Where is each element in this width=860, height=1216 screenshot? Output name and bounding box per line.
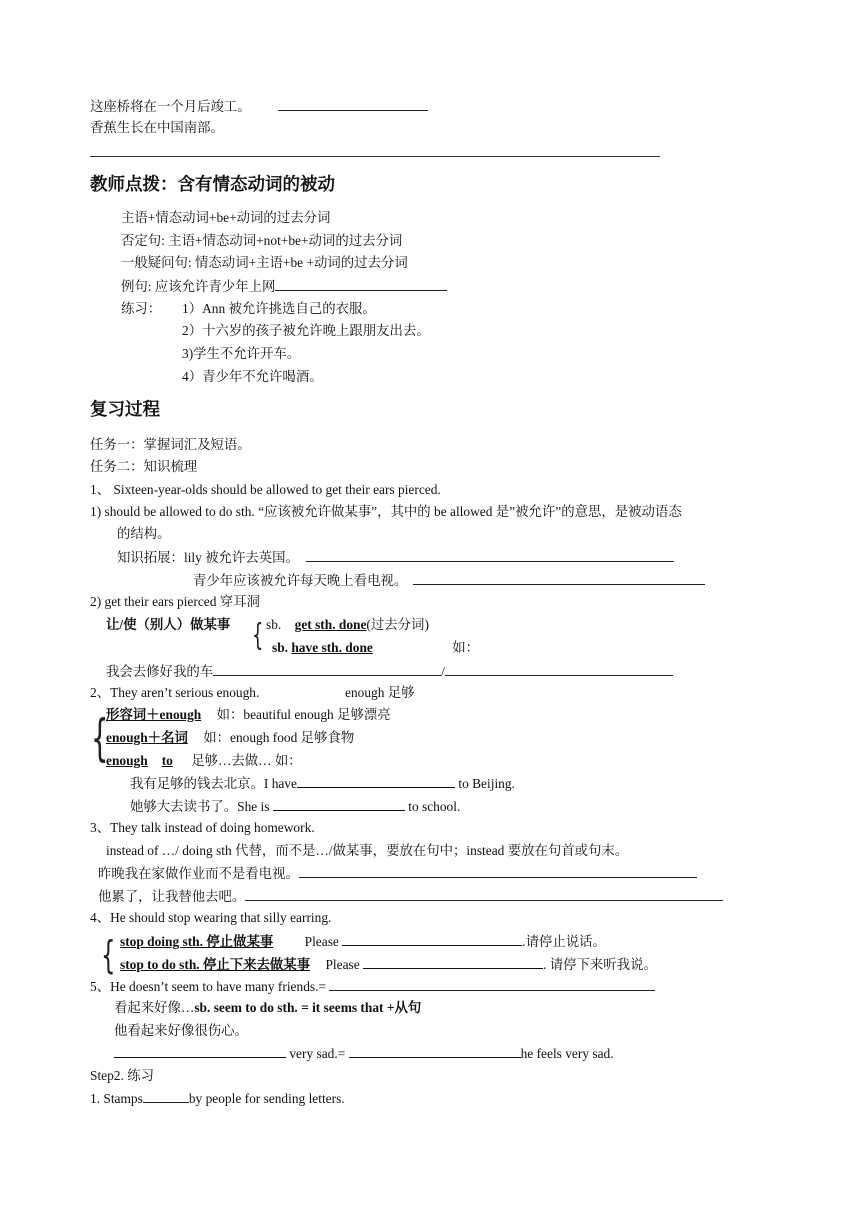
stop-doing-translation: .请停止说话。 — [522, 934, 606, 949]
old-sentence — [130, 797, 460, 816]
enough-noun-rule: enough＋名词 — [106, 730, 188, 745]
stop-to-line — [120, 955, 657, 974]
answer-blank[interactable] — [445, 662, 673, 676]
get-sth-done: get sth. done — [294, 617, 367, 632]
exercise-label: 练习： — [121, 301, 162, 316]
exercise-1: 1）Ann 被允许挑选自己的衣服。 — [182, 301, 376, 316]
answer-blank[interactable] — [275, 277, 447, 291]
noun-example: 如：enough food 足够食物 — [203, 730, 355, 745]
extension-text: 青少年应该被允许每天晚上看电视。 — [193, 573, 408, 588]
sentence-bridge — [90, 97, 428, 116]
please-text: Please — [325, 957, 360, 972]
money-sentence — [130, 774, 515, 793]
rule-question: 一般疑问句: 情态动词+主语+be +动词的过去分词 — [121, 255, 408, 270]
answer-blank[interactable] — [306, 548, 674, 562]
answer-blank[interactable] — [342, 932, 522, 946]
money-text: 我有足够的钱去北京。I have — [130, 776, 297, 791]
seem-rule: sb. seem to do sth. = it seems that +从句 — [194, 1000, 422, 1015]
point-1b: 2) get their ears pierced 穿耳洞 — [90, 594, 260, 609]
car-text: 我会去修好我的车 — [106, 664, 214, 679]
money-text-end: to Beijing. — [458, 776, 515, 791]
seem-text: 看起来好像… — [114, 1000, 195, 1015]
rule-affirmative: 主语+情态动词+be+动词的过去分词 — [121, 210, 331, 225]
answer-blank[interactable] — [297, 774, 455, 788]
have-sth-done: have sth. done — [291, 640, 373, 655]
answer-blank[interactable] — [278, 97, 428, 111]
answer-blank[interactable] — [329, 977, 655, 991]
instead-example-1 — [98, 864, 697, 883]
answer-blank[interactable] — [349, 1044, 521, 1058]
brace-icon: { — [91, 709, 109, 767]
example-sentence — [121, 277, 447, 296]
instead-rule: instead of …/ doing sth 代替，而不是…/做某事，要放在句中；instead 要放在句首或句末。 — [106, 843, 629, 858]
task-1: 任务一：掌握词汇及短语。 — [90, 437, 251, 452]
please-text: Please — [304, 934, 339, 949]
enough-adj-line — [106, 706, 391, 724]
seem-rule-line — [114, 999, 421, 1017]
section-title-teacher: 教师点拨：含有情态动词的被动 — [90, 175, 335, 195]
to-example: 足够…去做… 如： — [191, 753, 302, 768]
answer-blank[interactable] — [413, 571, 705, 585]
stop-doing-rule: stop doing sth. 停止做某事 — [120, 934, 274, 949]
answer-blank[interactable] — [363, 955, 543, 969]
instead-text: 昨晚我在家做作业而不是看电视。 — [98, 866, 299, 881]
point-3: 3、They talk instead of doing homework. — [90, 820, 315, 835]
exercise-3: 3)学生不允许开车。 — [182, 346, 301, 361]
sad-sentence — [114, 1044, 614, 1063]
car-sentence: 我会去修好我的车 / — [106, 662, 673, 681]
example-text: 例句: 应该允许青少年上网 — [121, 279, 276, 294]
sentence-bananas: 香蕉生长在中国南部。 — [90, 120, 224, 135]
exercise-4: 4）青少年不允许喝酒。 — [182, 369, 323, 384]
task-2: 任务二：知识梳理 — [90, 459, 198, 474]
sb-text: sb. — [272, 640, 292, 655]
question-text: 1. Stamps — [90, 1091, 143, 1106]
answer-blank[interactable] — [143, 1089, 189, 1103]
answer-blank[interactable] — [114, 1044, 286, 1058]
let-rule-label: 让/使（别人）做某事 — [106, 617, 231, 632]
step2-label: Step2. 练习 — [90, 1068, 154, 1083]
extension-text: 知识拓展：lily 被允许去英国。 — [117, 550, 299, 565]
enough-noun-line — [106, 729, 354, 747]
old-text: 她够大去读书了。She is — [130, 799, 270, 814]
rule-negative: 否定句: 主语+情态动词+not+be+动词的过去分词 — [121, 233, 403, 248]
sad-cn: 他看起来好像很伤心。 — [114, 1023, 248, 1038]
enough-to-line — [106, 752, 302, 770]
question-text-end: by people for sending letters. — [188, 1091, 345, 1106]
past-participle-note: (过去分词) — [366, 617, 429, 632]
stop-to-translation: . 请停下来听我说。 — [543, 957, 657, 972]
point-5 — [90, 977, 655, 996]
stop-to-rule: stop to do sth. 停止下来去做某事 — [120, 957, 311, 972]
old-text-end: to school. — [408, 799, 461, 814]
point-1: 1、 Sixteen-year-olds should be allowed to get their ears pierced. — [90, 482, 441, 497]
extension-2 — [193, 571, 705, 590]
enough-to-rule: enough — [106, 753, 148, 768]
answer-blank[interactable] — [273, 797, 405, 811]
enough-note: enough 足够 — [345, 685, 415, 700]
extension-1 — [117, 548, 674, 567]
point-5-text: 5、He doesn’t seem to have many friends.= — [90, 979, 327, 994]
exercise-2: 2）十六岁的孩子被允许晚上跟朋友出去。 — [182, 323, 430, 338]
let-have-line — [272, 639, 479, 657]
instead-example-2 — [98, 887, 723, 906]
example-label: 如： — [452, 640, 479, 655]
sad-text: very sad.= — [289, 1046, 346, 1061]
question-1 — [90, 1089, 345, 1108]
point-4: 4、He should stop wearing that silly earring. — [90, 910, 332, 925]
brace-icon: { — [252, 618, 264, 653]
sb-text: sb. — [266, 617, 282, 632]
adj-example: 如：beautiful enough 足够漂亮 — [216, 707, 391, 722]
point-1a: 1) should be allowed to do sth. “应该被允许做某事”，其中的 be allowed 是”被允许”的意思，是被动语态 — [90, 504, 682, 519]
let-get-line — [266, 616, 429, 634]
answer-blank[interactable] — [213, 662, 441, 676]
answer-blank[interactable] — [299, 864, 697, 878]
brace-icon: { — [101, 933, 116, 977]
sentence-text: 这座桥将在一个月后竣工。 — [90, 99, 251, 114]
divider — [90, 156, 660, 157]
enough-to-rule: to — [161, 753, 173, 768]
point-2: 2、They aren’t serious enough. — [90, 685, 260, 700]
sad-text-end: he feels very sad. — [520, 1046, 614, 1061]
answer-blank[interactable] — [245, 887, 723, 901]
adj-enough-rule: 形容词＋enough — [106, 707, 202, 722]
instead-text: 他累了，让我替他去吧。 — [98, 889, 246, 904]
point-1a-cont: 的结构。 — [117, 526, 171, 541]
stop-doing-line — [120, 932, 606, 951]
section-title-review: 复习过程 — [90, 400, 160, 420]
